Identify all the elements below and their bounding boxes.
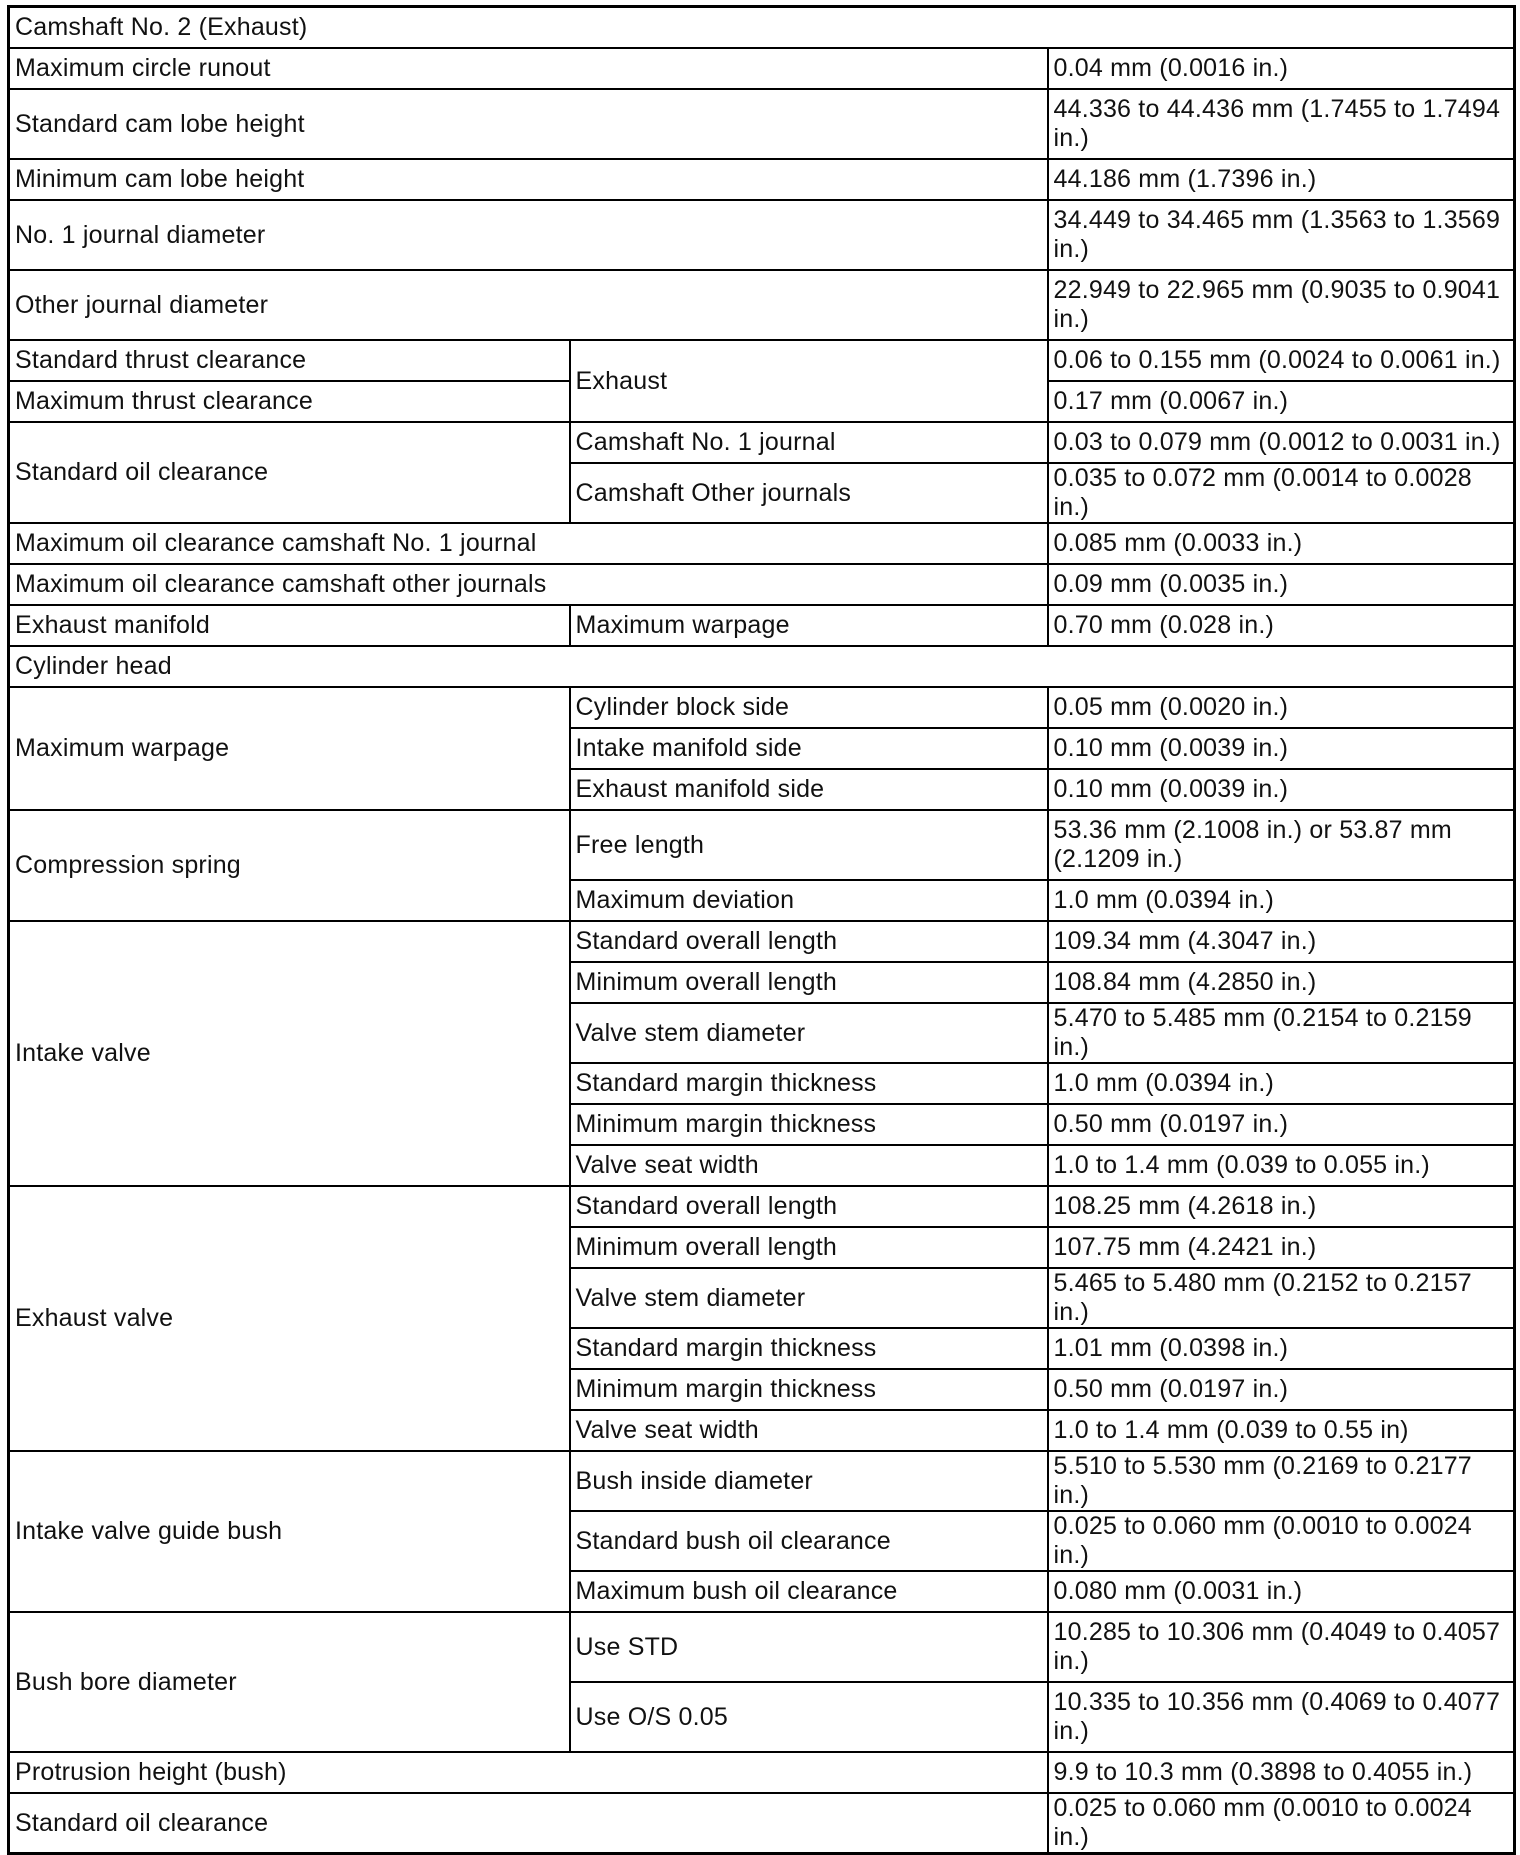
spec-sublabel: Bush inside diameter xyxy=(570,1451,1048,1511)
spec-row xyxy=(9,1451,1515,1511)
spec-sublabel: Free length xyxy=(570,810,1048,880)
section-header-row xyxy=(9,7,1515,49)
spec-row xyxy=(9,200,1515,270)
spec-row xyxy=(9,523,1515,564)
spec-label: Other journal diameter xyxy=(9,270,1048,340)
spec-value: 107.75 mm (4.2421 in.) xyxy=(1048,1227,1515,1268)
spec-value: 0.025 to 0.060 mm (0.0010 to 0.0024 in.) xyxy=(1048,1793,1515,1854)
spec-label: Maximum circle runout xyxy=(9,48,1048,89)
spec-sublabel: Valve seat width xyxy=(570,1145,1048,1186)
spec-value: 34.449 to 34.465 mm (1.3563 to 1.3569 in.) xyxy=(1048,200,1515,270)
section-title: Camshaft No. 2 (Exhaust) xyxy=(9,7,1515,49)
spec-row xyxy=(9,159,1515,200)
spec-label: Maximum warpage xyxy=(9,687,570,810)
spec-sublabel: Standard overall length xyxy=(570,1186,1048,1227)
spec-row xyxy=(9,422,1515,463)
spec-label: Standard thrust clearance xyxy=(9,340,570,381)
spec-sublabel: Use STD xyxy=(570,1612,1048,1682)
spec-value: 44.336 to 44.436 mm (1.7455 to 1.7494 in.) xyxy=(1048,89,1515,159)
spec-value: 0.03 to 0.079 mm (0.0012 to 0.0031 in.) xyxy=(1048,422,1515,463)
spec-label: No. 1 journal diameter xyxy=(9,200,1048,270)
spec-label: Maximum thrust clearance xyxy=(9,381,570,422)
spec-value: 44.186 mm (1.7396 in.) xyxy=(1048,159,1515,200)
spec-value: 22.949 to 22.965 mm (0.9035 to 0.9041 in.) xyxy=(1048,270,1515,340)
spec-label: Standard oil clearance xyxy=(9,422,570,523)
spec-sublabel: Cylinder block side xyxy=(570,687,1048,728)
spec-label: Intake valve xyxy=(9,921,570,1186)
spec-sublabel: Exhaust manifold side xyxy=(570,769,1048,810)
spec-sublabel: Exhaust xyxy=(570,340,1048,422)
spec-value: 5.510 to 5.530 mm (0.2169 to 0.2177 in.) xyxy=(1048,1451,1515,1511)
spec-sublabel: Camshaft No. 1 journal xyxy=(570,422,1048,463)
spec-value: 0.09 mm (0.0035 in.) xyxy=(1048,564,1515,605)
spec-value: 5.470 to 5.485 mm (0.2154 to 0.2159 in.) xyxy=(1048,1003,1515,1063)
specification-table xyxy=(7,5,1516,1855)
spec-label: Maximum oil clearance camshaft No. 1 journal xyxy=(9,523,1048,564)
spec-value: 0.10 mm (0.0039 in.) xyxy=(1048,769,1515,810)
spec-sublabel: Minimum overall length xyxy=(570,1227,1048,1268)
spec-row xyxy=(9,810,1515,880)
spec-row xyxy=(9,1612,1515,1682)
spec-value: 0.10 mm (0.0039 in.) xyxy=(1048,728,1515,769)
spec-value: 0.025 to 0.060 mm (0.0010 to 0.0024 in.) xyxy=(1048,1511,1515,1571)
spec-row xyxy=(9,270,1515,340)
spec-label: Standard oil clearance xyxy=(9,1793,1048,1854)
spec-value: 1.01 mm (0.0398 in.) xyxy=(1048,1328,1515,1369)
spec-row xyxy=(9,564,1515,605)
spec-row xyxy=(9,1186,1515,1227)
spec-sublabel: Minimum margin thickness xyxy=(570,1104,1048,1145)
spec-label: Maximum oil clearance camshaft other journals xyxy=(9,564,1048,605)
spec-row xyxy=(9,605,1515,646)
spec-value: 10.285 to 10.306 mm (0.4049 to 0.4057 in.) xyxy=(1048,1612,1515,1682)
spec-value: 0.04 mm (0.0016 in.) xyxy=(1048,48,1515,89)
spec-label: Standard cam lobe height xyxy=(9,89,1048,159)
spec-label: Protrusion height (bush) xyxy=(9,1752,1048,1793)
spec-label: Exhaust manifold xyxy=(9,605,570,646)
spec-label: Exhaust valve xyxy=(9,1186,570,1451)
spec-value: 0.035 to 0.072 mm (0.0014 to 0.0028 in.) xyxy=(1048,463,1515,523)
spec-sublabel: Standard margin thickness xyxy=(570,1328,1048,1369)
spec-value: 0.50 mm (0.0197 in.) xyxy=(1048,1104,1515,1145)
spec-sublabel: Camshaft Other journals xyxy=(570,463,1048,523)
spec-row xyxy=(9,1793,1515,1854)
spec-sublabel: Maximum deviation xyxy=(570,880,1048,921)
spec-sublabel: Minimum overall length xyxy=(570,962,1048,1003)
spec-value: 0.080 mm (0.0031 in.) xyxy=(1048,1571,1515,1612)
spec-label: Minimum cam lobe height xyxy=(9,159,1048,200)
spec-row xyxy=(9,48,1515,89)
spec-value: 108.84 mm (4.2850 in.) xyxy=(1048,962,1515,1003)
spec-value: 10.335 to 10.356 mm (0.4069 to 0.4077 in.) xyxy=(1048,1682,1515,1752)
spec-value: 5.465 to 5.480 mm (0.2152 to 0.2157 in.) xyxy=(1048,1268,1515,1328)
spec-sublabel: Standard overall length xyxy=(570,921,1048,962)
spec-row xyxy=(9,1752,1515,1793)
spec-sublabel: Minimum margin thickness xyxy=(570,1369,1048,1410)
spec-value: 109.34 mm (4.3047 in.) xyxy=(1048,921,1515,962)
spec-value: 9.9 to 10.3 mm (0.3898 to 0.4055 in.) xyxy=(1048,1752,1515,1793)
spec-row xyxy=(9,921,1515,962)
spec-sublabel: Maximum warpage xyxy=(570,605,1048,646)
spec-value: 1.0 mm (0.0394 in.) xyxy=(1048,1063,1515,1104)
spec-value: 108.25 mm (4.2618 in.) xyxy=(1048,1186,1515,1227)
spec-value: 0.50 mm (0.0197 in.) xyxy=(1048,1369,1515,1410)
spec-sublabel: Valve stem diameter xyxy=(570,1268,1048,1328)
spec-value: 0.085 mm (0.0033 in.) xyxy=(1048,523,1515,564)
section-header-row xyxy=(9,646,1515,687)
spec-sublabel: Intake manifold side xyxy=(570,728,1048,769)
section-title: Cylinder head xyxy=(9,646,1515,687)
spec-value: 0.06 to 0.155 mm (0.0024 to 0.0061 in.) xyxy=(1048,340,1515,381)
spec-row xyxy=(9,89,1515,159)
spec-label: Bush bore diameter xyxy=(9,1612,570,1752)
spec-sublabel: Valve seat width xyxy=(570,1410,1048,1451)
spec-value: 53.36 mm (2.1008 in.) or 53.87 mm (2.1209 in.) xyxy=(1048,810,1515,880)
spec-value: 1.0 to 1.4 mm (0.039 to 0.55 in) xyxy=(1048,1410,1515,1451)
spec-sublabel: Maximum bush oil clearance xyxy=(570,1571,1048,1612)
spec-value: 0.17 mm (0.0067 in.) xyxy=(1048,381,1515,422)
spec-label: Compression spring xyxy=(9,810,570,921)
spec-sublabel: Valve stem diameter xyxy=(570,1003,1048,1063)
spec-sublabel: Standard bush oil clearance xyxy=(570,1511,1048,1571)
spec-value: 0.05 mm (0.0020 in.) xyxy=(1048,687,1515,728)
spec-row xyxy=(9,340,1515,381)
spec-value: 0.70 mm (0.028 in.) xyxy=(1048,605,1515,646)
spec-label: Intake valve guide bush xyxy=(9,1451,570,1612)
spec-sublabel: Standard margin thickness xyxy=(570,1063,1048,1104)
spec-value: 1.0 to 1.4 mm (0.039 to 0.055 in.) xyxy=(1048,1145,1515,1186)
spec-sublabel: Use O/S 0.05 xyxy=(570,1682,1048,1752)
spec-value: 1.0 mm (0.0394 in.) xyxy=(1048,880,1515,921)
spec-row xyxy=(9,687,1515,728)
